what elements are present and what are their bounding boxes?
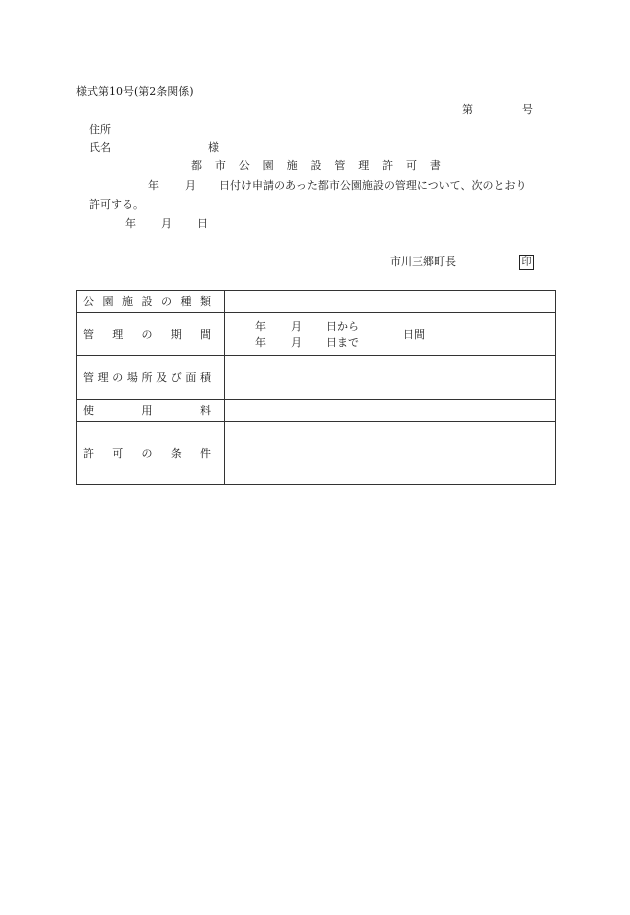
row-label-fee xyxy=(77,400,225,422)
row-label-facility-type xyxy=(77,291,225,313)
row-label-conditions xyxy=(77,422,225,485)
label-char: の xyxy=(141,327,153,341)
doc-no-go: 号 xyxy=(522,103,533,116)
label-char: 理 xyxy=(97,371,109,384)
body-text-line2: 許可する。 xyxy=(89,198,144,211)
title-char: 可 xyxy=(406,159,418,172)
label-char: 類 xyxy=(200,295,211,308)
label-char: 可 xyxy=(112,446,124,460)
permit-table xyxy=(76,290,556,485)
label-char: 及 xyxy=(156,371,168,384)
value-facility-type xyxy=(225,291,556,313)
label-char: 使 xyxy=(83,404,94,417)
label-char: 許 xyxy=(83,446,94,460)
label-char: 種 xyxy=(180,295,192,308)
table-row xyxy=(77,313,556,356)
title-char: 園 xyxy=(262,159,274,172)
label-char: 設 xyxy=(141,295,153,308)
body-text-line1: 日付け申請のあった都市公園施設の管理について、次のとおり xyxy=(219,179,527,192)
label-char: 管 xyxy=(83,371,94,384)
title-char: 都 xyxy=(191,159,202,172)
label-char: び xyxy=(170,371,182,384)
label-char: 期 xyxy=(170,327,182,341)
label-char: 間 xyxy=(200,327,211,341)
period-to-day: 日まで xyxy=(326,336,359,349)
title-char: 公 xyxy=(238,159,250,172)
title-char: 理 xyxy=(358,159,370,172)
period-to-month: 月 xyxy=(291,336,302,349)
label-char: 積 xyxy=(200,371,211,384)
value-management-period xyxy=(225,313,556,356)
seal-box: 印 xyxy=(519,255,534,270)
label-char: 料 xyxy=(200,404,211,417)
document-title xyxy=(191,160,441,171)
doc-no-dai: 第 xyxy=(462,103,473,116)
period-to-year: 年 xyxy=(255,336,266,349)
period-from-day: 日から xyxy=(326,320,359,333)
date-day: 日 xyxy=(197,217,208,230)
label-char: 場 xyxy=(126,371,138,384)
table-row xyxy=(77,356,556,400)
label-char: 用 xyxy=(141,404,153,417)
title-char: 管 xyxy=(334,159,346,172)
title-char: 市 xyxy=(214,159,226,172)
title-char: 書 xyxy=(429,159,441,172)
title-char: 施 xyxy=(286,159,298,172)
value-fee xyxy=(225,400,556,422)
label-char: 施 xyxy=(122,295,133,308)
label-char: 条 xyxy=(170,446,182,460)
table-row xyxy=(77,291,556,313)
issuer-name: 市川三郷町長 xyxy=(390,255,456,268)
name-label: 氏名 xyxy=(89,141,111,154)
date-year: 年 xyxy=(125,217,136,230)
body-month: 月 xyxy=(185,179,196,192)
period-from-year: 年 xyxy=(255,320,266,333)
honorific: 様 xyxy=(208,141,219,154)
table-row xyxy=(77,422,556,485)
label-char: 理 xyxy=(112,327,124,341)
period-days: 日間 xyxy=(403,328,425,341)
address-label: 住所 xyxy=(89,123,111,136)
label-char: 所 xyxy=(141,371,153,384)
label-char: 件 xyxy=(200,446,211,460)
label-char: 管 xyxy=(83,327,94,341)
row-label-location-area xyxy=(77,356,225,400)
label-char: の xyxy=(141,446,153,460)
value-conditions xyxy=(225,422,556,485)
date-month: 月 xyxy=(161,217,172,230)
label-char: 園 xyxy=(102,295,114,308)
title-char: 設 xyxy=(310,159,322,172)
form-number: 様式第10号(第2条関係) xyxy=(76,85,194,98)
value-location-area xyxy=(225,356,556,400)
label-char: の xyxy=(161,295,172,308)
table-row xyxy=(77,400,556,422)
label-char: の xyxy=(112,371,124,384)
row-label-management-period xyxy=(77,313,225,356)
title-char: 許 xyxy=(382,159,394,172)
body-year: 年 xyxy=(148,179,159,192)
label-char: 公 xyxy=(83,295,94,308)
label-char: 面 xyxy=(185,371,197,384)
period-from-month: 月 xyxy=(291,320,302,333)
